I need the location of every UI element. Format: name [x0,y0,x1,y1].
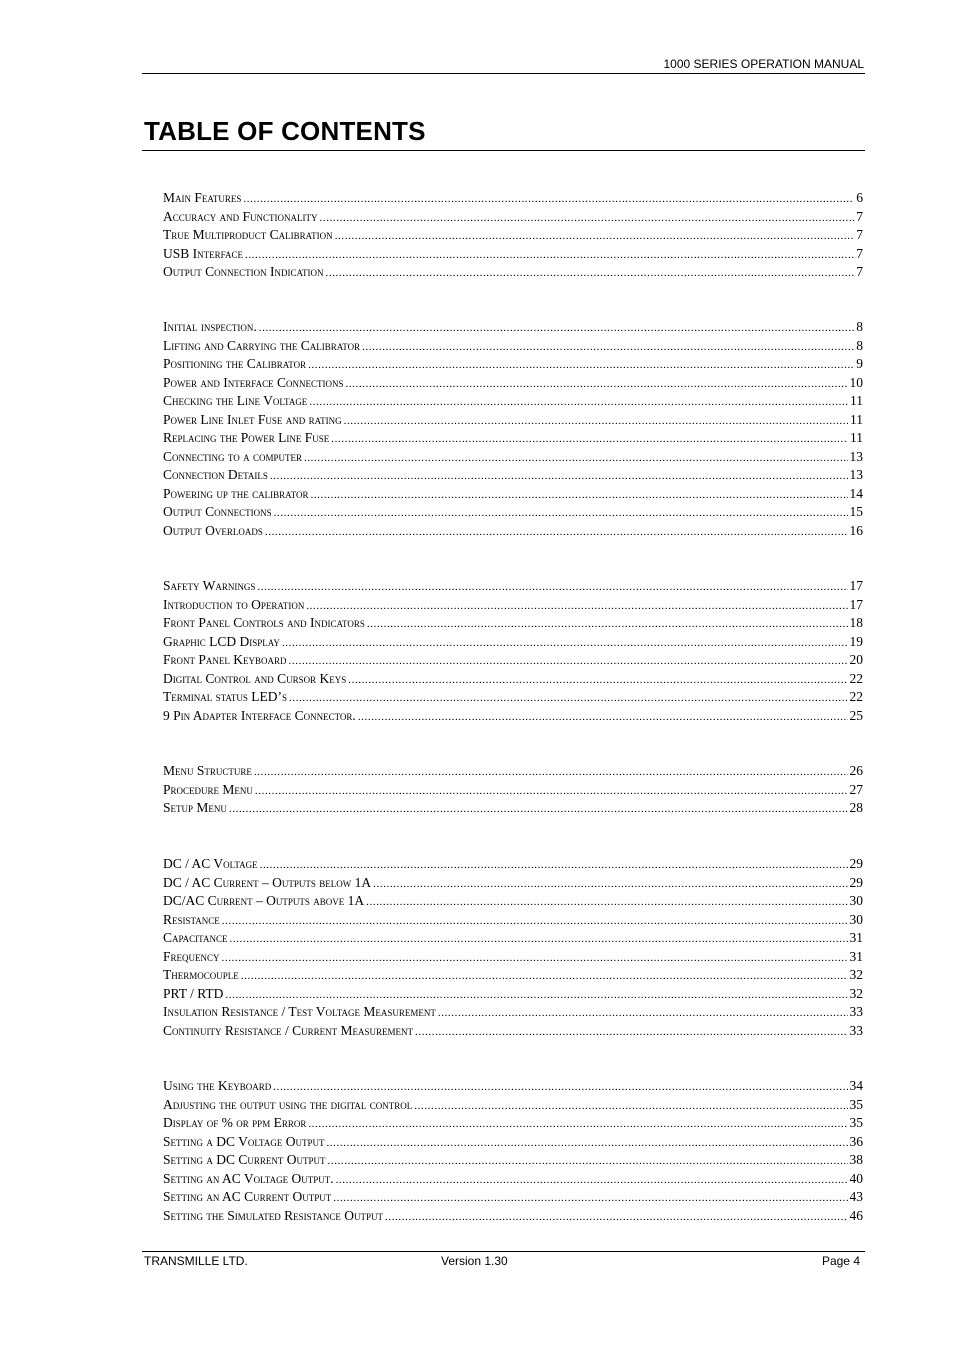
toc-leader-dots [270,467,848,486]
toc-entry-page: 35 [849,1096,863,1112]
toc-entry[interactable] [163,392,863,411]
toc-entry-label: DC/AC Current – Outputs above 1A [163,893,365,908]
toc-entry[interactable] [163,245,863,264]
toc-entry-page: 29 [849,856,863,871]
toc-entry[interactable] [163,707,863,726]
toc-entry-page: 26 [849,763,863,778]
toc-leader-dots [265,523,848,542]
footer-page-number: Page 4 [821,1254,860,1268]
toc-leader-dots [344,412,848,431]
toc-entry[interactable] [163,874,863,893]
toc-section [163,762,863,818]
toc-entry[interactable] [163,614,863,633]
toc-leader-dots [309,393,848,412]
toc-entry-label: True Multiproduct Calibration [163,227,333,242]
toc-entry-page: 17 [849,596,863,612]
toc-entry[interactable] [163,263,863,282]
toc-entry-label: Adjusting the output using the digital control [163,1096,413,1112]
footer-rule [142,1251,865,1252]
toc-entry[interactable] [163,985,863,1004]
toc-entry-page: 13 [849,467,863,482]
toc-entry[interactable] [163,1133,863,1152]
toc-entry[interactable] [163,948,863,967]
toc-entry[interactable] [163,762,863,781]
toc-leader-dots [335,227,855,246]
toc-section [163,189,863,282]
toc-entry-label: Power Line Inlet Fuse and rating [163,411,342,427]
toc-entry[interactable] [163,966,863,985]
toc-leader-dots [348,671,847,690]
toc-entry[interactable] [163,929,863,948]
toc-entry-label: Accuracy and Functionality [163,208,318,224]
toc-entry-page: 13 [849,448,863,464]
toc-leader-dots [229,800,848,819]
toc-entry[interactable] [163,799,863,818]
toc-entry-page: 27 [849,781,863,797]
toc-leader-dots [259,319,855,338]
toc-leader-dots [241,967,848,986]
toc-entry-page: 25 [849,707,863,723]
toc-entry[interactable] [163,411,863,430]
toc-leader-dots [282,634,848,653]
toc-entry-label: Main Features [163,190,242,205]
toc-entry[interactable] [163,577,863,596]
toc-entry-page: 38 [849,1152,863,1167]
toc-entry-label: Graphic LCD Display [163,633,280,649]
toc-leader-dots [331,430,848,449]
header-rule [142,73,865,74]
toc-leader-dots [438,1004,848,1023]
toc-entry-page: 14 [849,485,863,501]
toc-entry-label: Capacitance [163,930,228,945]
toc-entry-page: 6 [856,190,863,205]
toc-entry[interactable] [163,1022,863,1041]
toc-entry-label: Powering up the calibrator [163,485,309,501]
toc-leader-dots [362,338,854,357]
title-rule [142,150,865,151]
toc-leader-dots [345,375,847,394]
toc-entry-label: 9 Pin Adapter Interface Connector. [163,707,356,723]
toc-entry-label: Replacing the Power Line Fuse [163,430,330,445]
toc-entry-page: 18 [849,615,863,630]
footer-version: Version 1.30 [441,1254,508,1268]
toc-entry[interactable] [163,355,863,374]
toc-entry-page: 11 [850,430,863,445]
toc-leader-dots [415,1023,847,1042]
toc-entry-label: Front Panel Keyboard [163,652,287,667]
toc-entry-page: 32 [849,985,863,1001]
toc-leader-dots [289,689,847,708]
toc-leader-dots [333,1189,847,1208]
toc-entry[interactable] [163,1096,863,1115]
toc-entry-page: 40 [849,1170,863,1186]
toc-entry-page: 11 [850,411,863,427]
toc-entry[interactable] [163,208,863,227]
toc-entry-page: 7 [856,245,863,261]
page-title: TABLE OF CONTENTS [144,116,426,146]
toc-entry-page: 7 [856,264,863,279]
toc-entry-label: Positioning the Calibrator [163,356,307,371]
toc-leader-dots [328,1152,848,1171]
toc-entry[interactable] [163,1077,863,1096]
toc-entry[interactable] [163,670,863,689]
toc-entry-label: Setting a DC Current Output [163,1152,326,1167]
toc-entry-label: Introduction to Operation [163,596,305,612]
toc-entry[interactable] [163,1114,863,1133]
toc-entry-label: Frequency [163,948,220,964]
toc-entry-label: Output Connections [163,504,272,519]
toc-entry[interactable] [163,318,863,337]
toc-entry[interactable] [163,337,863,356]
toc-entry-label: Digital Control and Cursor Keys [163,670,347,686]
toc-entry-label: Setting a DC Voltage Output [163,1133,325,1149]
footer-company: TRANSMILLE LTD. [144,1254,248,1268]
toc-entry[interactable] [163,1003,863,1022]
toc-leader-dots [308,1115,847,1134]
toc-entry-label: DC / AC Current – Outputs below 1A [163,874,372,890]
toc-section [163,1077,863,1225]
toc-entry-label: Output Connection Indication [163,264,324,279]
toc-leader-dots [336,1171,848,1190]
toc-leader-dots [257,578,847,597]
toc-entry[interactable] [163,1170,863,1189]
toc-entry[interactable] [163,855,863,874]
toc-entry-label: Front Panel Controls and Indicators [163,615,365,630]
toc-entry-page: 33 [849,1004,863,1019]
toc-entry-page: 22 [849,689,863,704]
toc-leader-dots [273,1078,847,1097]
toc-leader-dots [326,264,855,283]
toc-entry[interactable] [163,1151,863,1170]
toc-leader-dots [304,449,848,468]
toc-leader-dots [245,246,854,265]
toc-leader-dots [414,1097,847,1116]
toc-entry-label: Safety Warnings [163,578,256,593]
toc-entry[interactable] [163,226,863,245]
toc-entry-label: Menu Structure [163,763,252,778]
toc-entry[interactable] [163,522,863,541]
toc-entry[interactable] [163,448,863,467]
toc-section [163,318,863,540]
toc-leader-dots [373,875,847,894]
toc-entry[interactable] [163,688,863,707]
toc-entry[interactable] [163,466,863,485]
toc-entry-page: 17 [849,578,863,593]
toc-entry[interactable] [163,429,863,448]
toc-entry[interactable] [163,485,863,504]
toc-entry-page: 8 [856,319,863,334]
toc-entry[interactable] [163,911,863,930]
toc-entry-label: Setup Menu [163,800,227,815]
toc-entry-label: PRT / RTD [163,985,224,1001]
toc-entry-page: 35 [849,1115,863,1130]
toc-entry[interactable] [163,596,863,615]
toc-entry-page: 8 [856,337,863,353]
toc-entry-label: Setting an AC Voltage Output. [163,1170,334,1186]
toc-leader-dots [367,615,848,634]
toc-entry-page: 7 [856,208,863,224]
toc-entry[interactable] [163,651,863,670]
toc-entry-page: 16 [849,522,863,538]
toc-entry[interactable] [163,633,863,652]
toc-entry-page: 9 [856,356,863,371]
toc-entry-page: 28 [849,800,863,815]
toc-entry-page: 33 [849,1022,863,1038]
toc-leader-dots [385,1208,847,1227]
toc-leader-dots [289,652,848,671]
header-title: 1000 SERIES OPERATION MANUAL [663,57,864,71]
toc-entry-label: Using the Keyboard [163,1078,272,1093]
toc-entry-label: Power and Interface Connections [163,374,344,390]
toc-leader-dots [222,949,848,968]
toc-entry[interactable] [163,1188,863,1207]
toc-entry-page: 7 [856,227,863,242]
toc-entry-label: Connecting to a computer [163,448,302,464]
toc-entry-page: 20 [849,652,863,667]
toc-entry[interactable] [163,503,863,522]
toc-entry-label: Connection Details [163,467,268,482]
toc-entry-label: Display of % or ppm Error [163,1115,307,1130]
toc-leader-dots [358,708,848,727]
toc-entry-label: DC / AC Voltage [163,856,258,871]
toc-entry-label: Output Overloads [163,522,263,538]
toc-entry-page: 46 [849,1207,863,1223]
toc-leader-dots [260,856,848,875]
toc-leader-dots [308,356,854,375]
toc-entry-label: Checking the Line Voltage [163,393,308,408]
toc-entry-page: 19 [849,633,863,649]
toc-entry-label: Resistance [163,911,220,927]
toc-leader-dots [366,893,847,912]
toc-entry-page: 15 [849,504,863,519]
toc-entry-label: Thermocouple [163,967,239,982]
toc-entry-label: Insulation Resistance / Test Voltage Measurement [163,1004,436,1019]
toc-entry-page: 22 [849,670,863,686]
toc-entry-page: 34 [849,1078,863,1093]
toc-entry-page: 29 [849,874,863,890]
toc-entry[interactable] [163,374,863,393]
toc-leader-dots [320,209,855,228]
toc-entry-page: 11 [850,393,863,408]
toc-leader-dots [254,763,848,782]
toc-leader-dots [243,190,854,209]
toc-entry[interactable] [163,892,863,911]
toc-entry-page: 32 [849,967,863,982]
toc-entry-label: Terminal status LED’s [163,689,288,704]
toc-entry[interactable] [163,781,863,800]
toc-section [163,577,863,725]
toc-entry-page: 43 [849,1189,863,1204]
toc-section [163,855,863,1040]
toc-entry-page: 30 [849,893,863,908]
toc-entry-label: Setting the Simulated Resistance Output [163,1207,384,1223]
toc-leader-dots [229,930,847,949]
toc-entry-page: 30 [849,911,863,927]
toc-entry-page: 10 [849,374,863,390]
toc-entry-page: 31 [849,948,863,964]
toc-entry-label: Lifting and Carrying the Calibrator [163,337,361,353]
toc-leader-dots [326,1134,847,1153]
toc-leader-dots [255,782,848,801]
toc-leader-dots [306,597,847,616]
toc-leader-dots [274,504,848,523]
toc-entry-label: USB Interface [163,245,243,261]
toc-entry-label: Continuity Resistance / Current Measurement [163,1022,414,1038]
toc-leader-dots [310,486,847,505]
toc-leader-dots [222,912,848,931]
toc-entry-label: Procedure Menu [163,781,253,797]
toc-leader-dots [225,986,847,1005]
toc-entry-label: Setting an AC Current Output [163,1189,332,1204]
toc-entry[interactable] [163,189,863,208]
toc-entry-page: 31 [849,930,863,945]
toc-entry[interactable] [163,1207,863,1226]
toc-entry-page: 36 [849,1133,863,1149]
toc-entry-label: Initial inspection. [163,319,257,334]
